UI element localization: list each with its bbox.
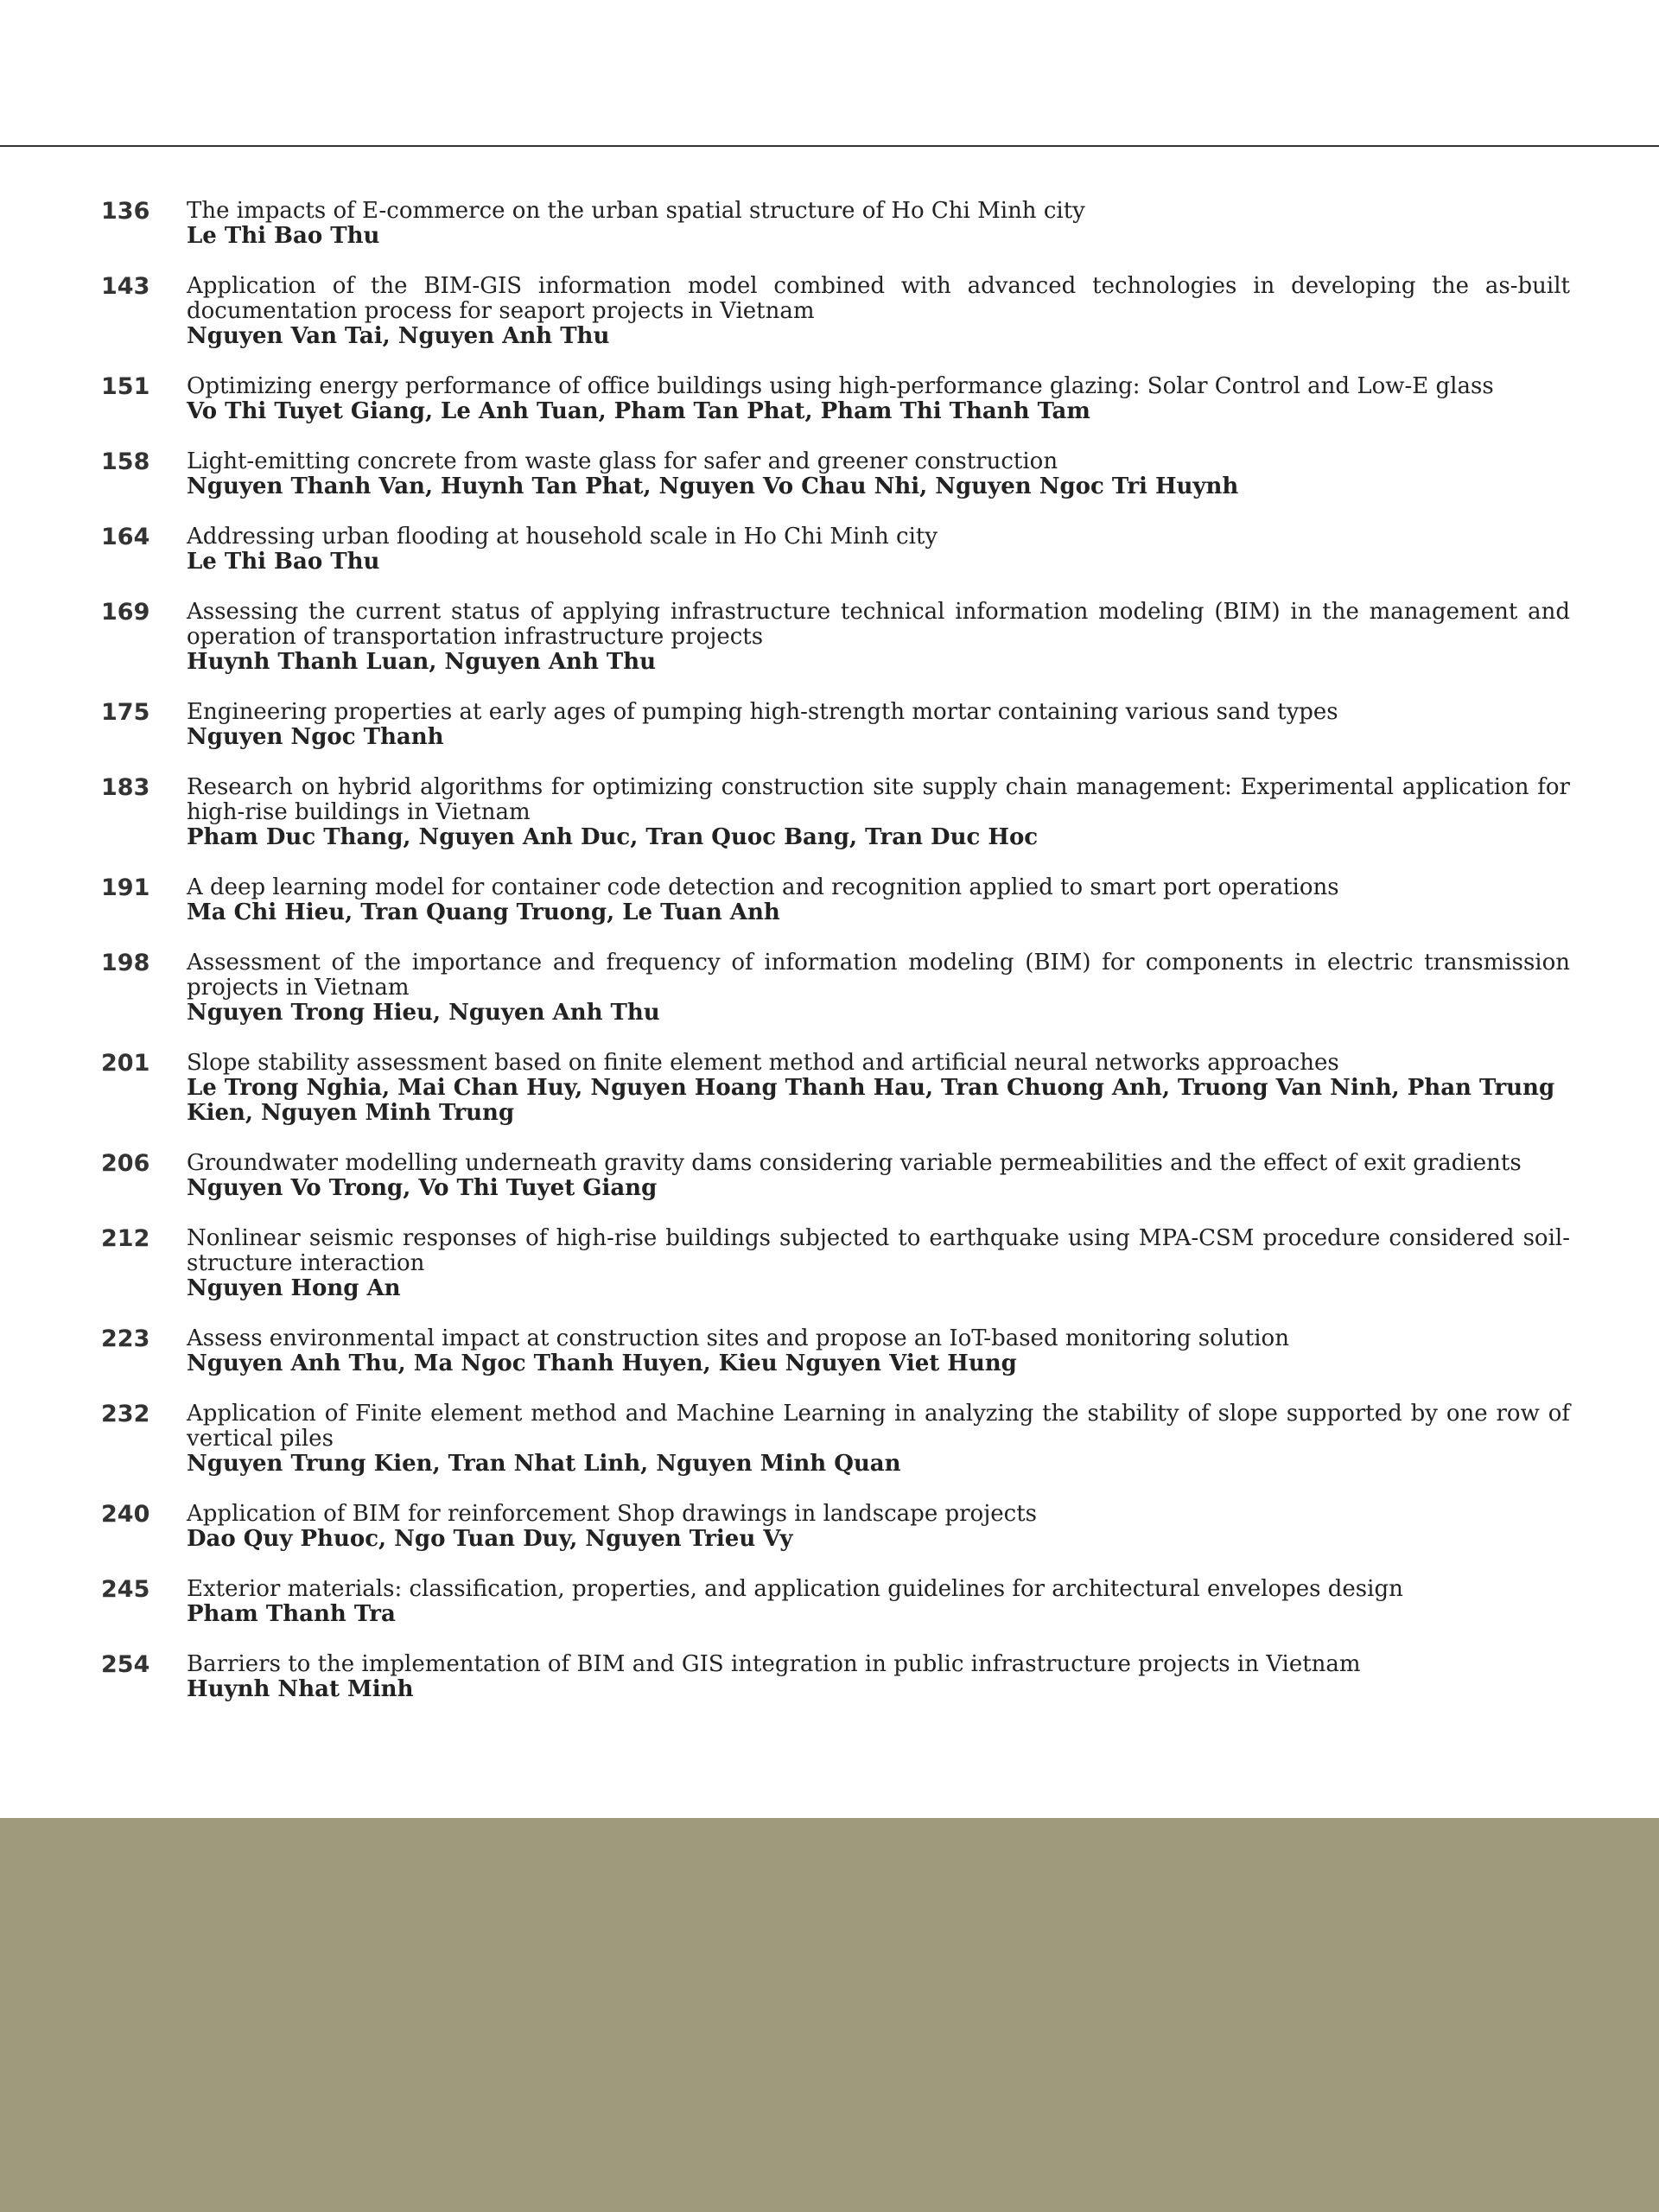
article-title[interactable]: Assess environmental impact at construction sites and propose an IoT-based monitoring solution	[187, 1325, 1289, 1351]
page-number: 151	[101, 373, 150, 400]
entry-body	[187, 600, 1570, 675]
article-title[interactable]: Light-emitting concrete from waste glass for safer and greener construction	[187, 448, 1058, 474]
toc-entry[interactable]	[101, 1051, 1570, 1126]
page-number: 175	[101, 699, 150, 726]
page-number: 201	[101, 1050, 150, 1077]
article-title[interactable]: Nonlinear seismic responses of high-rise buildings subjected to earthquake using MPA-CSM procedure considered soil-structure interaction	[187, 1225, 1570, 1276]
toc-entry[interactable]	[101, 449, 1570, 499]
page-number: 136	[101, 198, 150, 225]
toc-entry[interactable]	[101, 1402, 1570, 1477]
page-number: 212	[101, 1225, 150, 1252]
page-number: 232	[101, 1401, 150, 1427]
article-title[interactable]: Barriers to the implementation of BIM and GIS integration in public infrastructure projects in Vietnam	[187, 1651, 1361, 1677]
article-authors: Nguyen Trung Kien, Tran Nhat Linh, Nguyen Minh Quan	[187, 1451, 901, 1477]
page-number: 191	[101, 874, 150, 901]
article-authors: Huynh Nhat Minh	[187, 1676, 414, 1702]
article-title[interactable]: Groundwater modelling underneath gravity dams considering variable permeabilities and the effect of exit gradients	[187, 1150, 1522, 1176]
toc-entry[interactable]	[101, 600, 1570, 675]
toc-entry[interactable]	[101, 775, 1570, 850]
article-authors: Nguyen Van Tai, Nguyen Anh Thu	[187, 323, 610, 349]
toc-entry[interactable]	[101, 1577, 1570, 1627]
article-authors: Pham Thanh Tra	[187, 1601, 396, 1627]
entry-body	[187, 875, 1570, 925]
article-title[interactable]: Addressing urban flooding at household scale in Ho Chi Minh city	[187, 524, 938, 550]
table-of-contents	[101, 199, 1570, 1727]
entry-body	[187, 199, 1570, 249]
entry-body	[187, 1652, 1570, 1702]
article-authors: Vo Thi Tuyet Giang, Le Anh Tuan, Pham Tan Phat, Pham Thi Thanh Tam	[187, 398, 1090, 424]
article-authors: Nguyen Hong An	[187, 1275, 401, 1301]
article-title[interactable]: Application of Finite element method and Machine Learning in analyzing the stability of slope supported by one row of vertical piles	[187, 1401, 1570, 1452]
page-number: 206	[101, 1150, 150, 1177]
footer-color-band	[0, 1818, 1659, 2212]
entry-body	[187, 775, 1570, 850]
toc-entry[interactable]	[101, 700, 1570, 750]
page-number: 143	[101, 273, 150, 300]
toc-entry[interactable]	[101, 1226, 1570, 1301]
entry-body	[187, 1151, 1570, 1201]
entry-body	[187, 274, 1570, 349]
toc-entry[interactable]	[101, 950, 1570, 1026]
toc-entry[interactable]	[101, 875, 1570, 925]
entry-body	[187, 1577, 1570, 1627]
entry-body	[187, 950, 1570, 1026]
page-number: 198	[101, 950, 150, 976]
page-number: 240	[101, 1501, 150, 1528]
article-authors: Nguyen Anh Thu, Ma Ngoc Thanh Huyen, Kieu Nguyen Viet Hung	[187, 1351, 1017, 1376]
article-title[interactable]: Optimizing energy performance of office buildings using high-performance glazing: Solar Control and Low-E glass	[187, 373, 1494, 399]
entry-body	[187, 1051, 1570, 1126]
entry-body	[187, 700, 1570, 750]
toc-entry[interactable]	[101, 1652, 1570, 1702]
page-number: 223	[101, 1325, 150, 1352]
page-number: 164	[101, 524, 150, 550]
article-authors: Nguyen Thanh Van, Huynh Tan Phat, Nguyen Vo Chau Nhi, Nguyen Ngoc Tri Huynh	[187, 474, 1239, 499]
entry-body	[187, 1326, 1570, 1376]
toc-entry[interactable]	[101, 1151, 1570, 1201]
article-authors: Nguyen Vo Trong, Vo Thi Tuyet Giang	[187, 1175, 658, 1201]
page-number: 169	[101, 599, 150, 626]
entry-body	[187, 1502, 1570, 1552]
article-title[interactable]: Research on hybrid algorithms for optimizing construction site supply chain management: Experimental application for high-rise buildings in Vietnam	[187, 774, 1570, 825]
article-title[interactable]: Application of BIM for reinforcement Shop drawings in landscape projects	[187, 1501, 1038, 1527]
toc-entry[interactable]	[101, 274, 1570, 349]
article-title[interactable]: Assessment of the importance and frequency of information modeling (BIM) for components in electric transmission projects in Vietnam	[187, 950, 1570, 1001]
article-title[interactable]: Application of the BIM-GIS information model combined with advanced technologies in developing the as-built documentation process for seaport projects in Vietnam	[187, 273, 1570, 324]
article-authors: Ma Chi Hieu, Tran Quang Truong, Le Tuan Anh	[187, 899, 780, 925]
page-number: 245	[101, 1576, 150, 1603]
toc-entry[interactable]	[101, 524, 1570, 575]
entry-body	[187, 1226, 1570, 1301]
toc-entry[interactable]	[101, 374, 1570, 424]
article-authors: Dao Quy Phuoc, Ngo Tuan Duy, Nguyen Trieu Vy	[187, 1526, 793, 1552]
article-title[interactable]: Slope stability assessment based on finite element method and artificial neural networks approaches	[187, 1050, 1339, 1076]
toc-entry[interactable]	[101, 199, 1570, 249]
page-number: 254	[101, 1651, 150, 1678]
article-authors: Le Thi Bao Thu	[187, 549, 380, 575]
article-authors: Le Thi Bao Thu	[187, 223, 380, 249]
article-title[interactable]: The impacts of E-commerce on the urban spatial structure of Ho Chi Minh city	[187, 198, 1085, 224]
article-title[interactable]: A deep learning model for container code detection and recognition applied to smart port operations	[187, 874, 1339, 900]
article-authors: Nguyen Ngoc Thanh	[187, 724, 444, 750]
page-number: 158	[101, 448, 150, 475]
header-rule	[0, 145, 1659, 147]
article-authors: Pham Duc Thang, Nguyen Anh Duc, Tran Quoc Bang, Tran Duc Hoc	[187, 824, 1039, 850]
entry-body	[187, 524, 1570, 575]
entry-body	[187, 1402, 1570, 1477]
entry-body	[187, 449, 1570, 499]
article-title[interactable]: Exterior materials: classification, properties, and application guidelines for architectural envelopes design	[187, 1576, 1403, 1602]
article-authors: Le Trong Nghia, Mai Chan Huy, Nguyen Hoang Thanh Hau, Tran Chuong Anh, Truong Van Ninh, Phan Trung Kien, Nguyen Minh Trung	[187, 1075, 1555, 1126]
article-authors: Nguyen Trong Hieu, Nguyen Anh Thu	[187, 1000, 660, 1026]
article-authors: Huynh Thanh Luan, Nguyen Anh Thu	[187, 649, 657, 675]
article-title[interactable]: Assessing the current status of applying infrastructure technical information modeling (BIM) in the management and operation of transportation infrastructure projects	[187, 599, 1570, 650]
page-number: 183	[101, 774, 150, 801]
toc-entry[interactable]	[101, 1502, 1570, 1552]
article-title[interactable]: Engineering properties at early ages of pumping high-strength mortar containing various sand types	[187, 699, 1338, 725]
toc-entry[interactable]	[101, 1326, 1570, 1376]
entry-body	[187, 374, 1570, 424]
